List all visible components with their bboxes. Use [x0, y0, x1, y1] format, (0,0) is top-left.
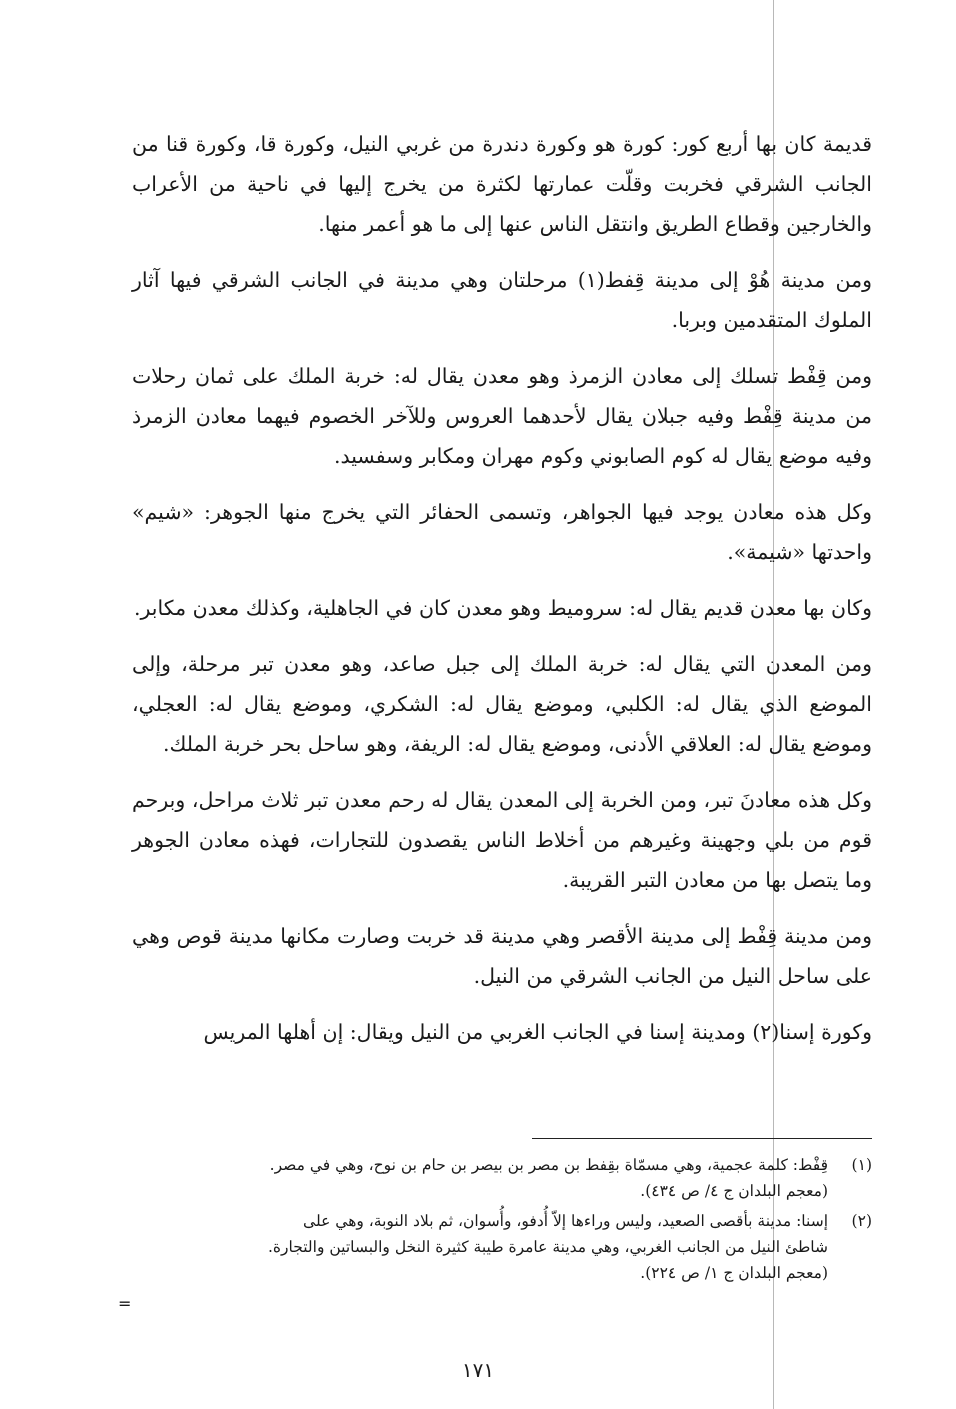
- footnote-number: (٢): [851, 1212, 872, 1230]
- paragraph: وكل هذه معادن يوجد فيها الجواهر، وتسمى الحفائر التي يخرج منها الجوهر: «شيم» واحدتها «شيمة».: [132, 500, 872, 564]
- footnotes: [132, 1152, 872, 1290]
- footnote-line: إسنا: مدينة بأقصى الصعيد، وليس وراءها إلاّ أُدفو، وأُسوان، ثم بلاد النوبة، وهي على: [303, 1212, 828, 1230]
- footnote-body: [132, 1152, 828, 1204]
- footnote-1: [132, 1152, 872, 1204]
- footnote-line: قِفْط: كلمة عجمية، وهي مسمّاة بقِفط بن مصر بن بيصر بن حام بن نوح، وهي في مصر.: [269, 1156, 828, 1174]
- footnote-separator: [532, 1138, 872, 1139]
- paragraph: ومن مدينة هُوْ إلى مدينة قِفط(١) مرحلتان وهي مدينة في الجانب الشرقي فيها آثار الملوك المتقدمين وبربا.: [132, 268, 872, 332]
- footnote-body: [132, 1208, 828, 1286]
- paragraph: ومن مدينة قِفْط إلى مدينة الأقصر وهي مدينة قد خربت وصارت مكانها مدينة قوص وهي على ساحل النيل من الجانب الشرقي من النيل.: [132, 924, 872, 988]
- paragraph: قديمة كان بها أربع كور: كورة هو وكورة دندرة من غربي النيل، وكورة قا، وكورة قنا من الجانب الشرقي فخربت وقلّت عمارتها لكثرة من يخرج إليها في ناحية من الأعراب والخارجين وقطاع الطريق وانتقل الناس عنها إلى ما هو أعمر منها.: [132, 132, 872, 236]
- paragraph: وكان بها معدن قديم يقال له: سروميط وهو معدن كان في الجاهلية، وكذلك معدن مكابر.: [133, 596, 872, 620]
- paragraph: ومن المعدن التي يقال له: خربة الملك إلى جبل صاعد، وهو معدن تبر مرحلة، وإلى الموضع الذي يقال له: الكلبي، وموضع يقال له: الشكري، وموضع يقال له: العجلي، وموضع يقال له: العلاقي الأدنى، وموضع يقال له: الريفة، وهو ساحل بحر خربة الملك.: [132, 652, 872, 756]
- paragraph: ومن قِفْط تسلك إلى معادن الزمرذ وهو معدن يقال له: خربة الملك على ثمان رحلات من مدينة قِفْط وفيه جبلان يقال لأحدهما العروس وللآخر الخصوم فيهما معادن الزمرذ وفيه موضع يقال له كوم الصابوني وكوم مهران ومكابر وسفسيد.: [132, 364, 872, 468]
- footnote-line: شاطئ النيل من الجانب الغربي، وهي مدينة عامرة طيبة كثيرة النخل والبساتين والتجارة.: [267, 1238, 828, 1256]
- footnote-number: (١): [851, 1156, 872, 1174]
- page-number: ١٧١: [461, 1358, 495, 1382]
- paragraph: وكل هذه معادنَ تبر، ومن الخربة إلى المعدن يقال له رحم معدن تبر ثلاث مراحل، وبرحم قوم من بلي وجهينة وغيرهم من أخلاط الناس يقصدون للتجارات، فهذه معادن الجوهر وما يتصل بها من معادن التبر القريبة.: [132, 788, 872, 892]
- footnote-line: (معجم البلدان ج ١/ ص ٢٢٤).: [640, 1264, 828, 1282]
- footnote-line: (معجم البلدان ج ٤/ ص ٤٣٤).: [640, 1182, 828, 1200]
- paragraph: وكورة إسنا(٢) ومدينة إسنا في الجانب الغربي من النيل ويقال: إن أهلها المريس: [203, 1020, 872, 1044]
- footnote-2: [132, 1208, 872, 1286]
- main-text: [132, 124, 872, 1068]
- continuation-mark: =: [118, 1294, 132, 1313]
